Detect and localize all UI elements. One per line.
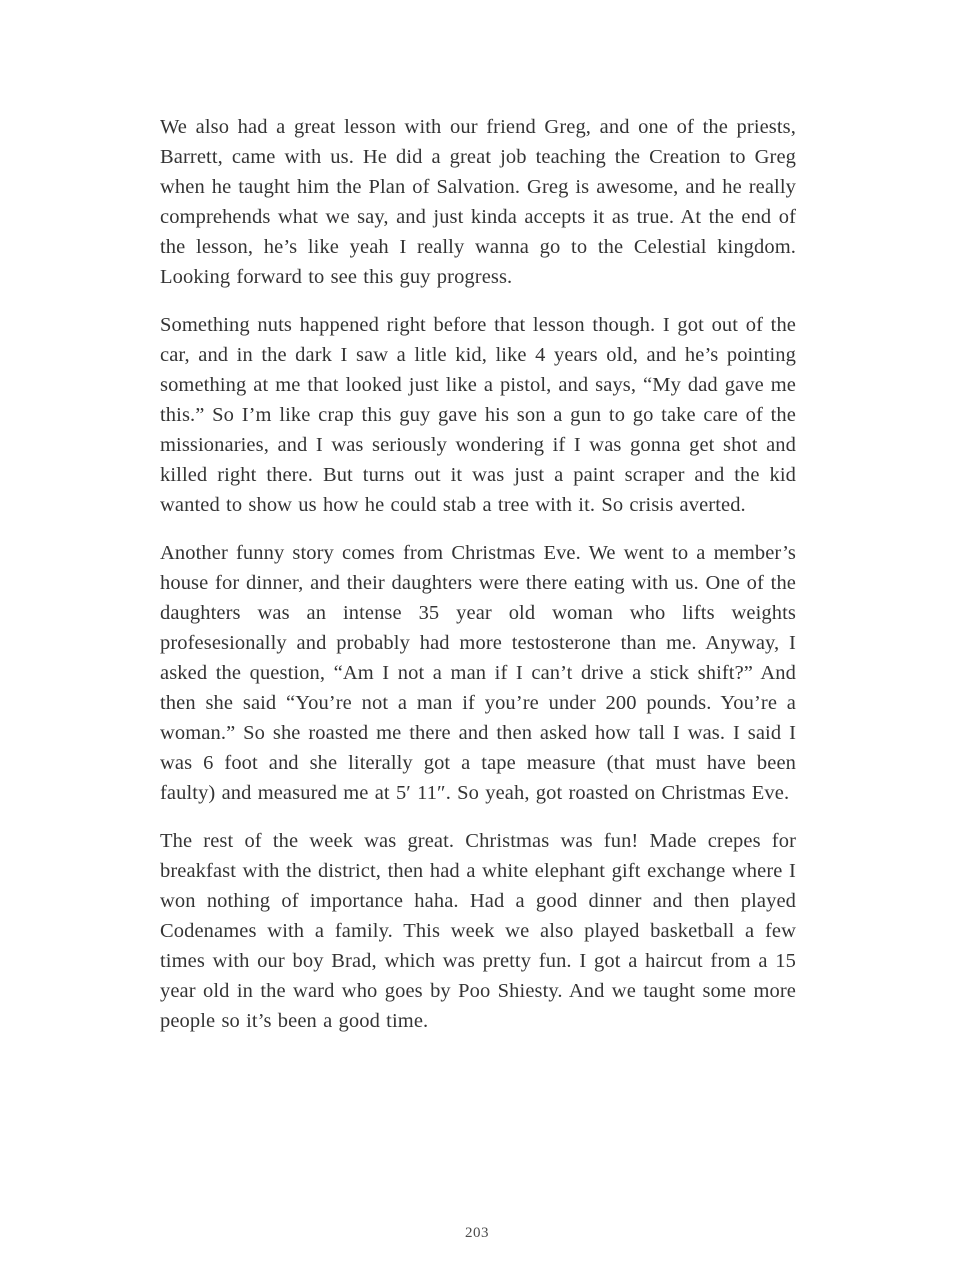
page-number: 203 [465, 1225, 489, 1241]
paragraph-3: Another funny story comes from Christmas Eve. We went to a member’s house for dinner, and their daughters were there eating with us. One of the daughters was an intense 35 year old woman who lifts weights profesesionally and probably had more testosterone than me. Anyway, I asked the question, “Am I not a man if I can’t drive a stick shift?” And then she said “You’re not a man if you’re under 200 pounds. You’re a woman.” So she roasted me there and then asked how tall I was. I said I was 6 foot and she literally got a tape measure (that must have been faulty) and measured me at 5′ 11″. So yeah, got roasted on Christmas Eve. [160, 542, 796, 804]
text-block [160, 112, 796, 1054]
paragraph-1: We also had a great lesson with our friend Greg, and one of the priests, Barrett, came with us. He did a great job teaching the Creation to Greg when he taught him the Plan of Salvation. Greg is awesome, and he really comprehends what we say, and just kinda accepts it as true. At the end of the lesson, he’s like yeah I really wanna go to the Celestial kingdom. Looking forward to see this guy progress. [160, 116, 796, 288]
paragraph-2: Something nuts happened right before that lesson though. I got out of the car, and in the dark I saw a litle kid, like 4 years old, and he’s pointing something at me that looked just like a pistol, and says, “My dad gave me this.” So I’m like crap this guy gave his son a gun to go take care of the missionaries, and I was seriously wondering if I was gonna get shot and killed right there. But turns out it was just a paint scraper and the kid wanted to show us how he could stab a tree with it. So crisis averted. [160, 314, 796, 516]
paragraph-4: The rest of the week was great. Christmas was fun! Made crepes for breakfast with the district, then had a white elephant gift exchange where I won nothing of importance haha. Had a good dinner and then played Codenames with a family. This week we also played basketball a few times with our boy Brad, which was pretty fun. I got a haircut from a 15 year old in the ward who goes by Poo Shiesty. And we taught some more people so it’s been a good time. [160, 830, 796, 1032]
